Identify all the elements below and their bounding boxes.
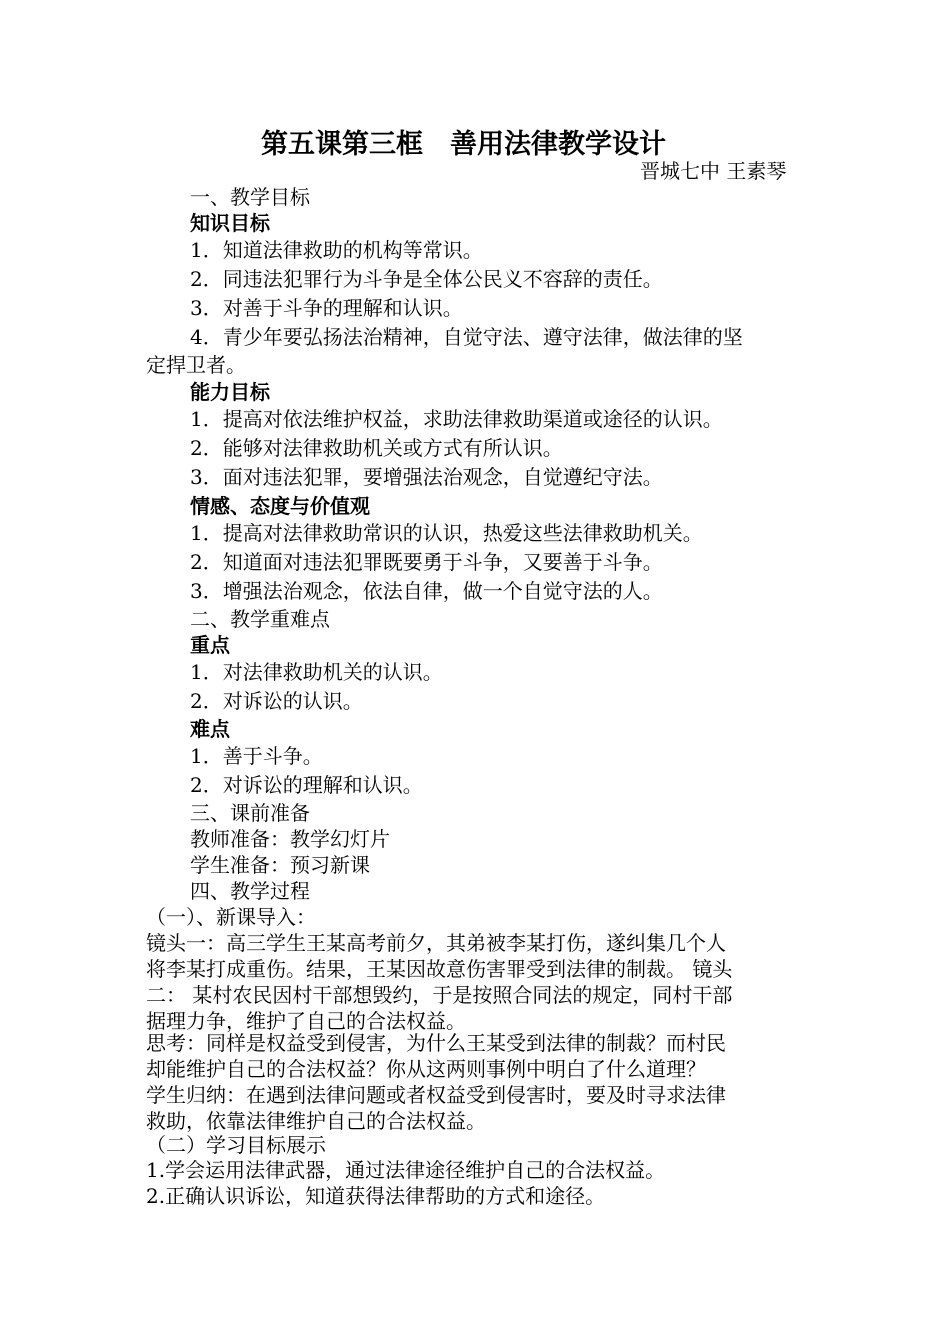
paragraph-line: 学生归纳：在遇到法律问题或者权益受到侵害时，要及时寻求法律 — [146, 1083, 726, 1107]
paragraph-line: 思考：同样是权益受到侵害，为什么王某受到法律的制裁？而村民 — [146, 1031, 726, 1055]
list-item: 2．对诉讼的认识。 — [190, 689, 363, 713]
section-heading: 四、教学过程 — [190, 879, 310, 903]
list-item: 2．同违法犯罪行为斗争是全体公民义不容辞的责任。 — [190, 267, 663, 291]
list-item: 1．提高对法律救助常识的认识，热爱这些法律救助机关。 — [190, 521, 703, 545]
subsection-heading: （二）学习目标展示 — [146, 1133, 326, 1157]
section-heading: 一、教学目标 — [190, 185, 310, 209]
section-heading: 三、课前准备 — [190, 801, 310, 825]
list-item: 1．善于斗争。 — [190, 744, 323, 768]
list-item: 1．知道法律救助的机构等常识。 — [190, 238, 483, 262]
list-item: 2.正确认识诉讼，知道获得法律帮助的方式和途径。 — [146, 1184, 606, 1208]
subsection-heading: 能力目标 — [190, 380, 270, 404]
subsection-heading: 情感、态度与价值观 — [190, 494, 370, 518]
list-item: 1.学会运用法律武器，通过法律途径维护自己的合法权益。 — [146, 1158, 666, 1182]
document-title: 第五课第三框 善用法律教学设计 — [261, 129, 666, 160]
list-item: 2．知道面对违法犯罪既要勇于斗争，又要善于斗争。 — [190, 550, 663, 574]
subsection-heading: 知识目标 — [190, 211, 270, 235]
list-item: 3．增强法治观念，依法自律，做一个自觉守法的人。 — [190, 579, 663, 603]
paragraph-line: 镜头一：高三学生王某高考前夕，其弟被李某打伤，遂纠集几个人 — [146, 931, 726, 955]
list-item: 3．面对违法犯罪，要增强法治观念，自觉遵纪守法。 — [190, 465, 663, 489]
paragraph-line: 救助，依靠法律维护自己的合法权益。 — [146, 1109, 486, 1133]
paragraph-line: 据理力争，维护了自己的合法权益。 — [146, 1009, 466, 1033]
subsection-heading: （一）、新课导入： — [146, 905, 316, 929]
section-heading: 二、教学重难点 — [190, 607, 330, 631]
subsection-heading: 难点 — [190, 717, 230, 741]
paragraph-line: 却能维护自己的合法权益？你从这两则事例中明白了什么道理？ — [146, 1057, 706, 1081]
list-item: 4．青少年要弘扬法治精神，自觉守法、遵守法律，做法律的坚 — [190, 325, 743, 349]
list-item: 1．提高对依法维护权益，求助法律救助渠道或途径的认识。 — [190, 407, 723, 431]
list-item-continuation: 定捍卫者。 — [146, 353, 246, 377]
list-item: 1．对法律救助机关的认识。 — [190, 660, 443, 684]
prep-student: 学生准备：预习新课 — [190, 853, 370, 877]
author-line: 晋城七中 王素琴 — [640, 159, 787, 183]
list-item: 2．能够对法律救助机关或方式有所认识。 — [190, 436, 563, 460]
paragraph-line: 二： 某村农民因村干部想毁约，于是按照合同法的规定，同村干部 — [146, 983, 733, 1007]
list-item: 2．对诉讼的理解和认识。 — [190, 773, 423, 797]
prep-teacher: 教师准备：教学幻灯片 — [190, 827, 390, 851]
paragraph-line: 将李某打成重伤。结果，王某因故意伤害罪受到法律的制裁。 镜头 — [146, 957, 733, 981]
subsection-heading: 重点 — [190, 633, 230, 657]
list-item: 3．对善于斗争的理解和认识。 — [190, 296, 463, 320]
